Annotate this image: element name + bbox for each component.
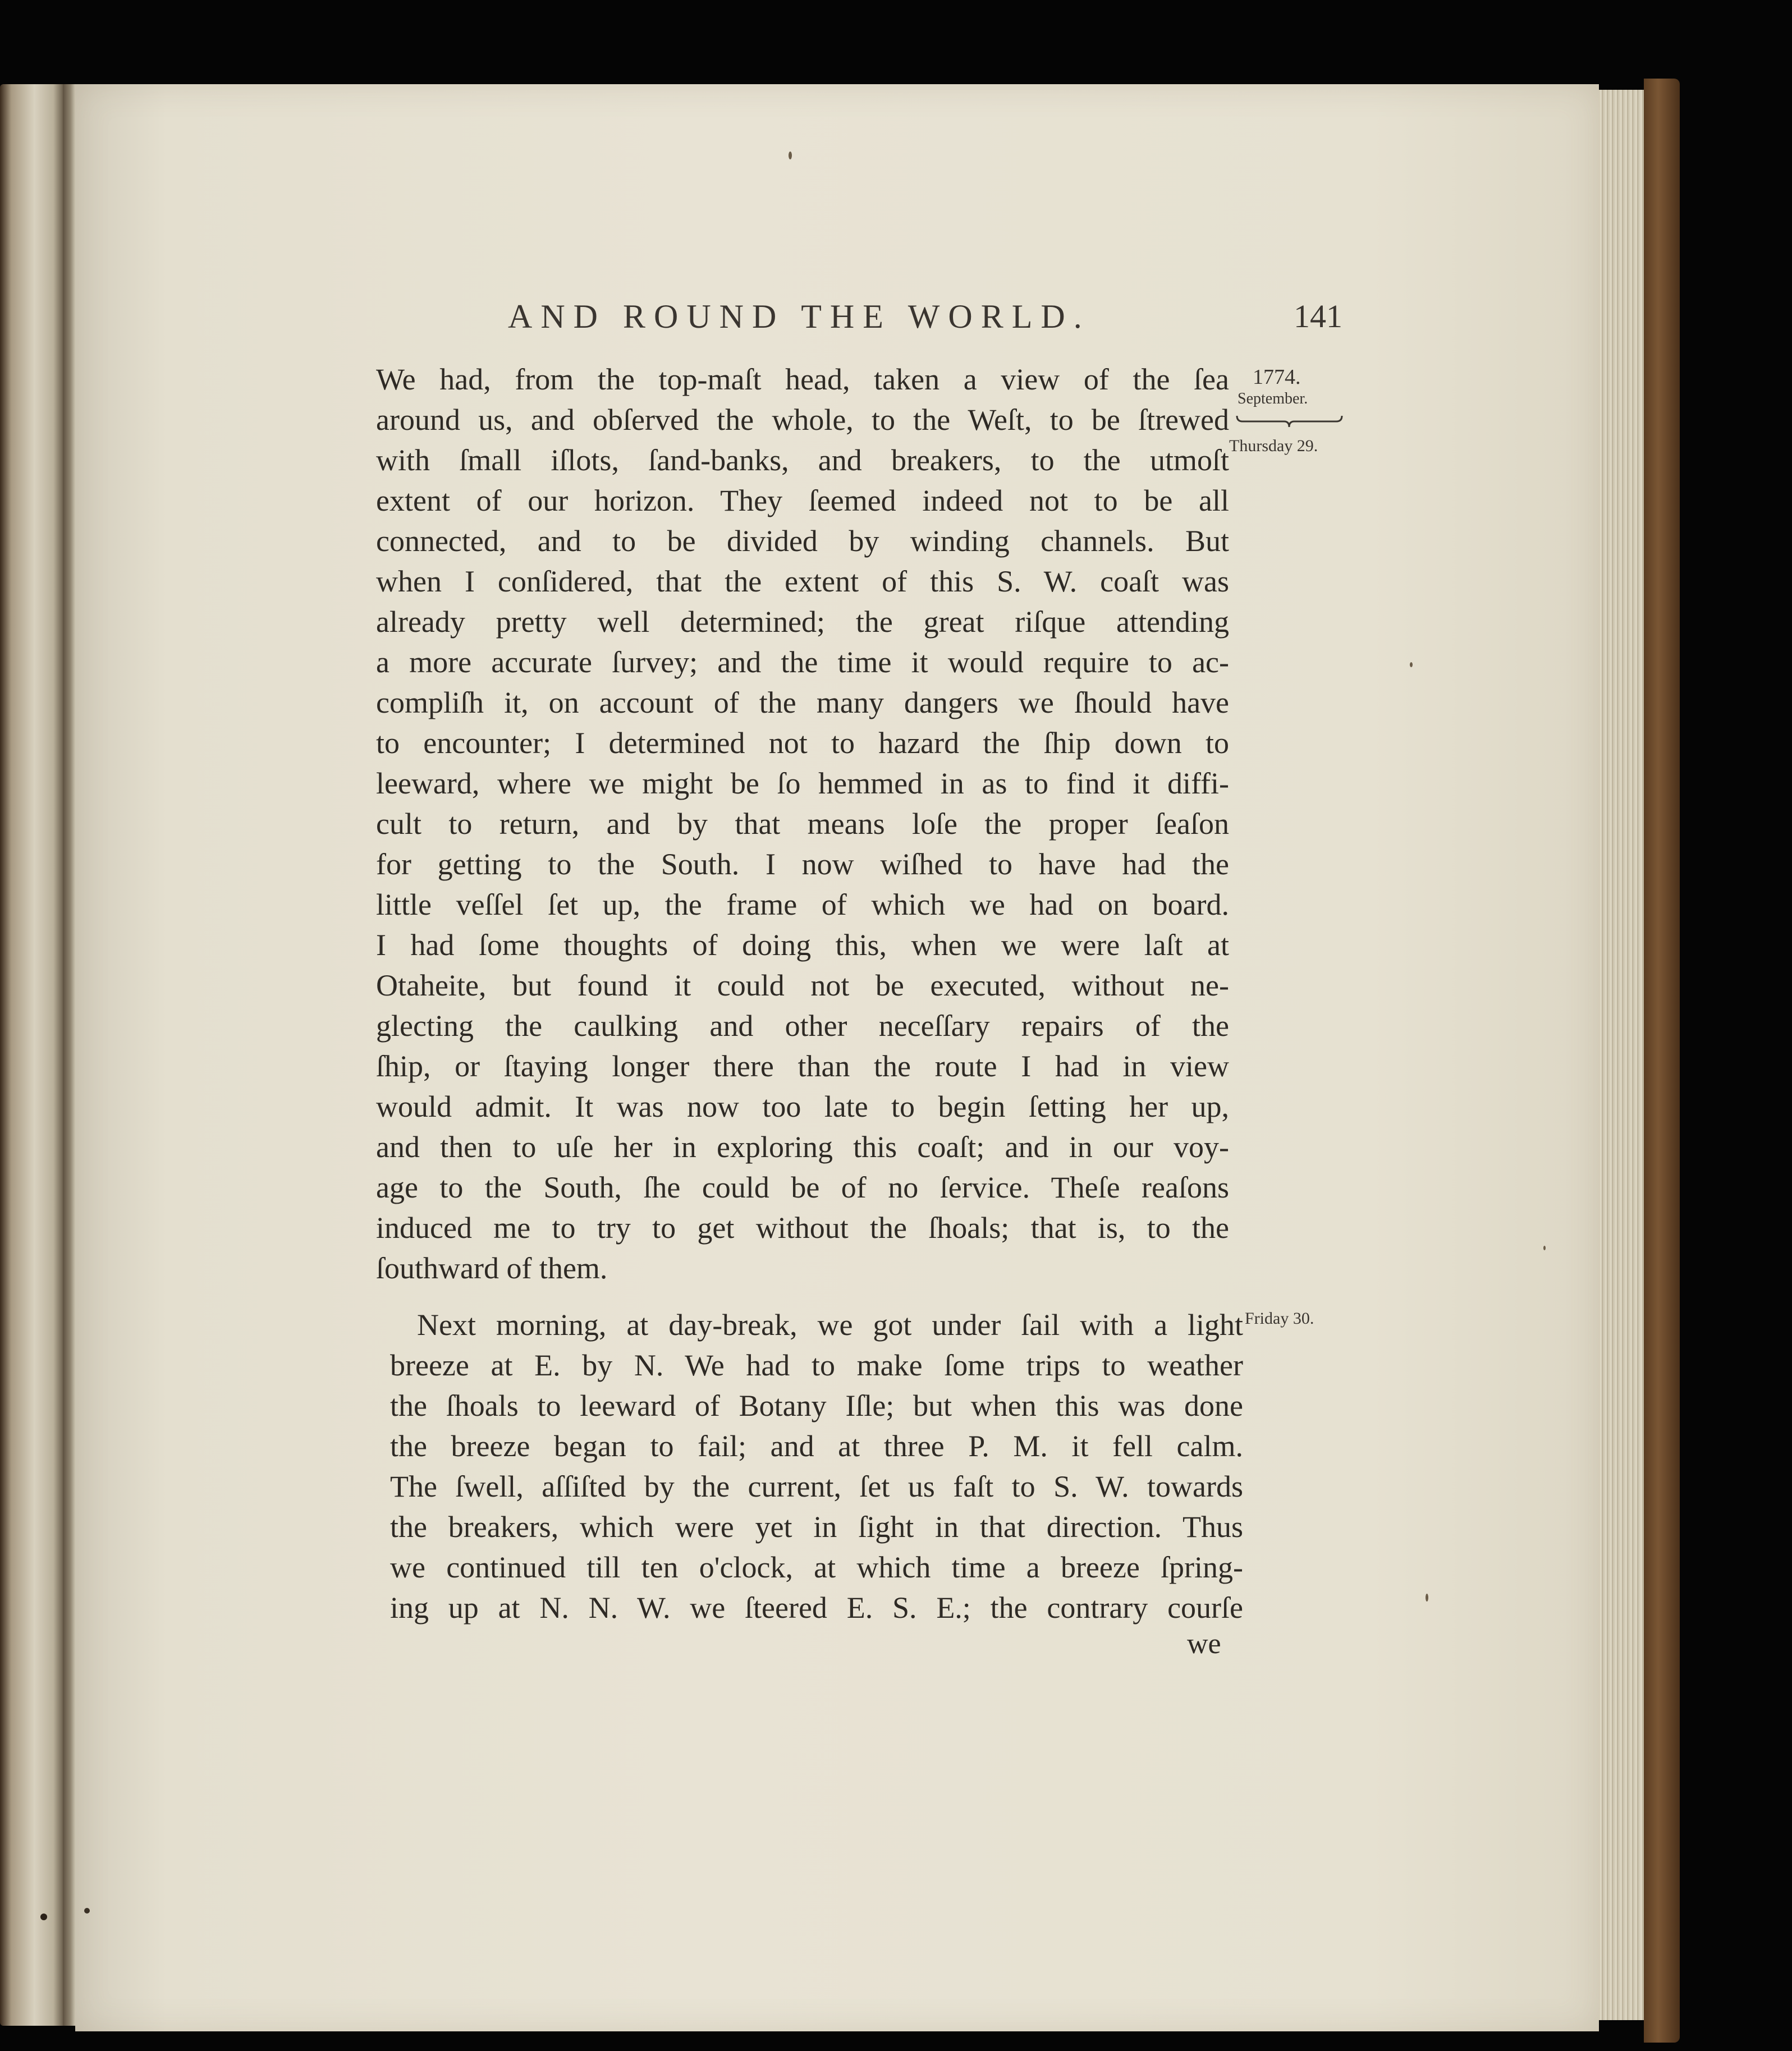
text-line: extent of our horizon. They ſeemed indeed not to be all — [376, 484, 1229, 517]
book-gutter — [63, 84, 75, 2026]
text-line: The ſwell, aſſiſted by the current, ſet us faſt to S. W. towards — [390, 1470, 1243, 1503]
text-line: ing up at N. N. W. we ſteered E. S. E.; the contrary courſe — [390, 1591, 1243, 1625]
text-line: the breeze began to fail; and at three P. M. it fell calm. — [390, 1429, 1243, 1463]
paper-speck — [1426, 1594, 1428, 1602]
text-line: Next morning, at day-break, we got under ſail with a light — [417, 1308, 1243, 1342]
paper-speck — [40, 1914, 47, 1920]
text-line: I had ſome thoughts of doing this, when we were laſt at — [376, 928, 1229, 962]
text-line: with ſmall iſlots, ſand-banks, and breakers, to the utmoſt — [376, 443, 1229, 477]
paper-speck — [1543, 1246, 1546, 1250]
text-line: compliſh it, on account of the many dangers we ſhould have — [376, 686, 1229, 719]
text-line: Otaheite, but found it could not be executed, without ne- — [376, 969, 1229, 1002]
text-line: we continued till ten o'clock, at which time a breeze ſpring- — [390, 1550, 1243, 1584]
text-line: connected, and to be divided by winding channels. But — [376, 524, 1229, 558]
text-line: glecting the caulking and other neceſſary repairs of the — [376, 1009, 1229, 1043]
text-line: and then to uſe her in exploring this coaſt; and in our voy- — [376, 1130, 1229, 1164]
page-edges — [1599, 90, 1644, 2020]
text-line: around us, and obſerved the whole, to the Weſt, to be ſtrewed — [376, 403, 1229, 437]
text-line: little veſſel ſet up, the frame of which we had on board. — [376, 888, 1229, 921]
facing-page-edge — [0, 84, 63, 2026]
catchword: we — [1187, 1628, 1221, 1660]
text-line: the ſhoals to leeward of Botany Iſle; but when this was done — [390, 1389, 1243, 1423]
paragraph-1 — [376, 359, 1229, 1288]
text-line: We had, from the top-maſt head, taken a view of the ſea — [376, 363, 1229, 396]
text-line: would admit. It was now too late to begin ſetting her up, — [376, 1090, 1229, 1123]
text-line: already pretty well determined; the great riſque attending — [376, 605, 1229, 639]
text-line: induced me to try to get without the ſhoals; that is, to the — [376, 1211, 1229, 1245]
paper-speck — [1410, 662, 1413, 667]
margin-note-day-1: Thursday 29. — [1229, 437, 1318, 455]
text-line: breeze at E. by N. We had to make ſome trips to weather — [390, 1348, 1243, 1382]
margin-brace — [1235, 412, 1344, 429]
text-line: when I conſidered, that the extent of this S. W. coaſt was — [376, 565, 1229, 598]
text-line: cult to return, and by that means loſe the proper ſeaſon — [376, 807, 1229, 841]
paper-speck — [84, 1908, 90, 1914]
text-line: for getting to the South. I now wiſhed to have had the — [376, 847, 1229, 881]
text-line: ſouthward of them. — [376, 1251, 608, 1285]
text-line: to encounter; I determined not to hazard the ſhip down to — [376, 726, 1229, 760]
text-line: age to the South, ſhe could be of no ſervice. Theſe reaſons — [376, 1171, 1229, 1204]
text-line: a more accurate ſurvey; and the time it would require to ac- — [376, 645, 1229, 679]
paragraph-2 — [390, 1305, 1243, 1628]
paper-speck — [789, 152, 792, 159]
margin-note-month: September. — [1238, 390, 1308, 407]
text-line: ſhip, or ſtaying longer there than the route I had in view — [376, 1049, 1229, 1083]
text-line: the breakers, which were yet in ſight in that direction. Thus — [390, 1510, 1243, 1544]
book-cover-edge — [1644, 79, 1680, 2043]
text-line: leeward, where we might be ſo hemmed in as to find it diffi- — [376, 767, 1229, 800]
page-number: 141 — [1294, 298, 1342, 334]
margin-note-day-2: Friday 30. — [1245, 1309, 1314, 1328]
margin-note-year: 1774. — [1253, 365, 1301, 389]
running-head: AND ROUND THE WORLD. — [508, 298, 1090, 335]
